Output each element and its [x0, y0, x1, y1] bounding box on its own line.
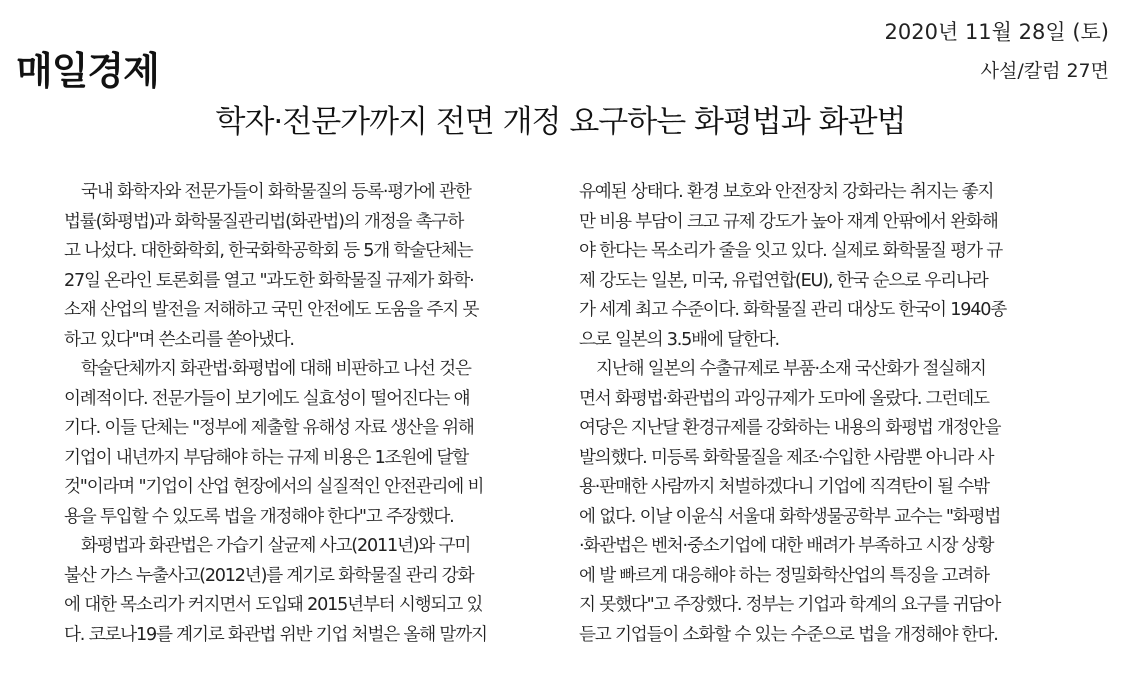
text-line: 면서 화평법·화관법의 과잉규제가 도마에 올랐다. 그런데도 — [579, 388, 989, 409]
text-line: 고 나섰다. 대한화학회, 한국화학공학회 등 5개 학술단체는 — [64, 241, 473, 261]
section-page-label: 사설/칼럼 27면 — [980, 60, 1109, 82]
text-line: ·화관법은 벤처·중소기업에 대한 배려가 부족하고 시장 상황 — [579, 536, 994, 556]
text-line: 하고 있다"며 쓴소리를 쏟아냈다. — [64, 329, 294, 350]
text-line: 법률(화평법)과 화학물질관리법(화관법)의 개정을 촉구하 — [64, 211, 464, 232]
text-line: 으로 일본의 3.5배에 달한다. — [579, 329, 779, 350]
text-line: 지난해 일본의 수출규제로 부품·소재 국산화가 절실해지 — [596, 359, 986, 379]
text-line: 유예된 상태다. 환경 보호와 안전장치 강화라는 취지는 좋지 — [579, 182, 994, 202]
text-line: 용·판매한 사람까지 처벌하겠다니 기업에 직격탄이 될 수밖 — [579, 477, 989, 497]
text-line: 만 비용 부담이 크고 규제 강도가 높아 재계 안팎에서 완화해 — [579, 211, 998, 232]
text-line: 여당은 지난달 환경규제를 강화하는 내용의 화평법 개정안을 — [579, 418, 1001, 438]
text-line: 에 발 빠르게 대응해야 하는 정밀화학산업의 특징을 고려하 — [579, 565, 989, 586]
article-headline: 학자·전문가까지 전면 개정 요구하는 화평법과 화관법 — [215, 104, 906, 140]
text-line: 가 세계 최고 수준이다. 화학물질 관리 대상도 한국이 1940종 — [579, 300, 1007, 320]
text-line: 학술단체까지 화관법·화평법에 대해 비판하고 나선 것은 — [81, 359, 471, 379]
publication-date: 2020년 11월 28일 (토) — [884, 20, 1109, 44]
text-line: 제 강도는 일본, 미국, 유럽연합(EU), 한국 순으로 우리나라 — [579, 270, 988, 291]
text-line: 에 대한 목소리가 커지면서 도입돼 2015년부터 시행되고 있 — [64, 595, 483, 615]
article-column-left — [64, 178, 556, 650]
text-line: 야 한다는 목소리가 줄을 잇고 있다. 실제로 화학물질 평가 규 — [579, 241, 1003, 261]
text-line: 이례적이다. 전문가들이 보기에도 실효성이 떨어진다는 얘 — [64, 388, 470, 409]
newspaper-masthead: 매일경제 — [16, 49, 159, 93]
text-line: 것"이라며 "기업이 산업 현장에서의 실질적인 안전관리에 비 — [64, 477, 484, 497]
text-line: 기업이 내년까지 부담해야 하는 규제 비용은 1조원에 달할 — [64, 447, 469, 468]
text-line: 27일 온라인 토론회를 열고 "과도한 화학물질 규제가 화학· — [64, 270, 474, 291]
text-line: 발의했다. 미등록 화학물질을 제조·수입한 사람뿐 아니라 사 — [579, 447, 994, 468]
text-line: 듣고 기업들이 소화할 수 있는 수준으로 법을 개정해야 한다. — [579, 624, 998, 645]
text-line: 소재 산업의 발전을 저해하고 국민 안전에도 도움을 주지 못 — [64, 300, 479, 320]
article-column-right — [579, 178, 1071, 650]
text-line: 기다. 이들 단체는 "정부에 제출할 유해성 자료 생산을 위해 — [64, 418, 474, 438]
text-line: 국내 화학자와 전문가들이 화학물질의 등록·평가에 관한 — [81, 182, 471, 202]
text-line: 불산 가스 누출사고(2012년)를 계기로 화학물질 관리 강화 — [64, 565, 474, 586]
text-line: 에 없다. 이날 이윤식 서울대 화학생물공학부 교수는 "화평법 — [579, 506, 1001, 527]
text-line: 지 못했다"고 주장했다. 정부는 기업과 학계의 요구를 귀담아 — [579, 595, 1001, 615]
text-line: 용을 투입할 수 있도록 법을 개정해야 한다"고 주장했다. — [64, 506, 454, 527]
text-line: 다. 코로나19를 계기로 화관법 위반 기업 처벌은 올해 말까지 — [64, 624, 487, 645]
text-line: 화평법과 화관법은 가습기 살균제 사고(2011년)와 구미 — [81, 536, 471, 556]
